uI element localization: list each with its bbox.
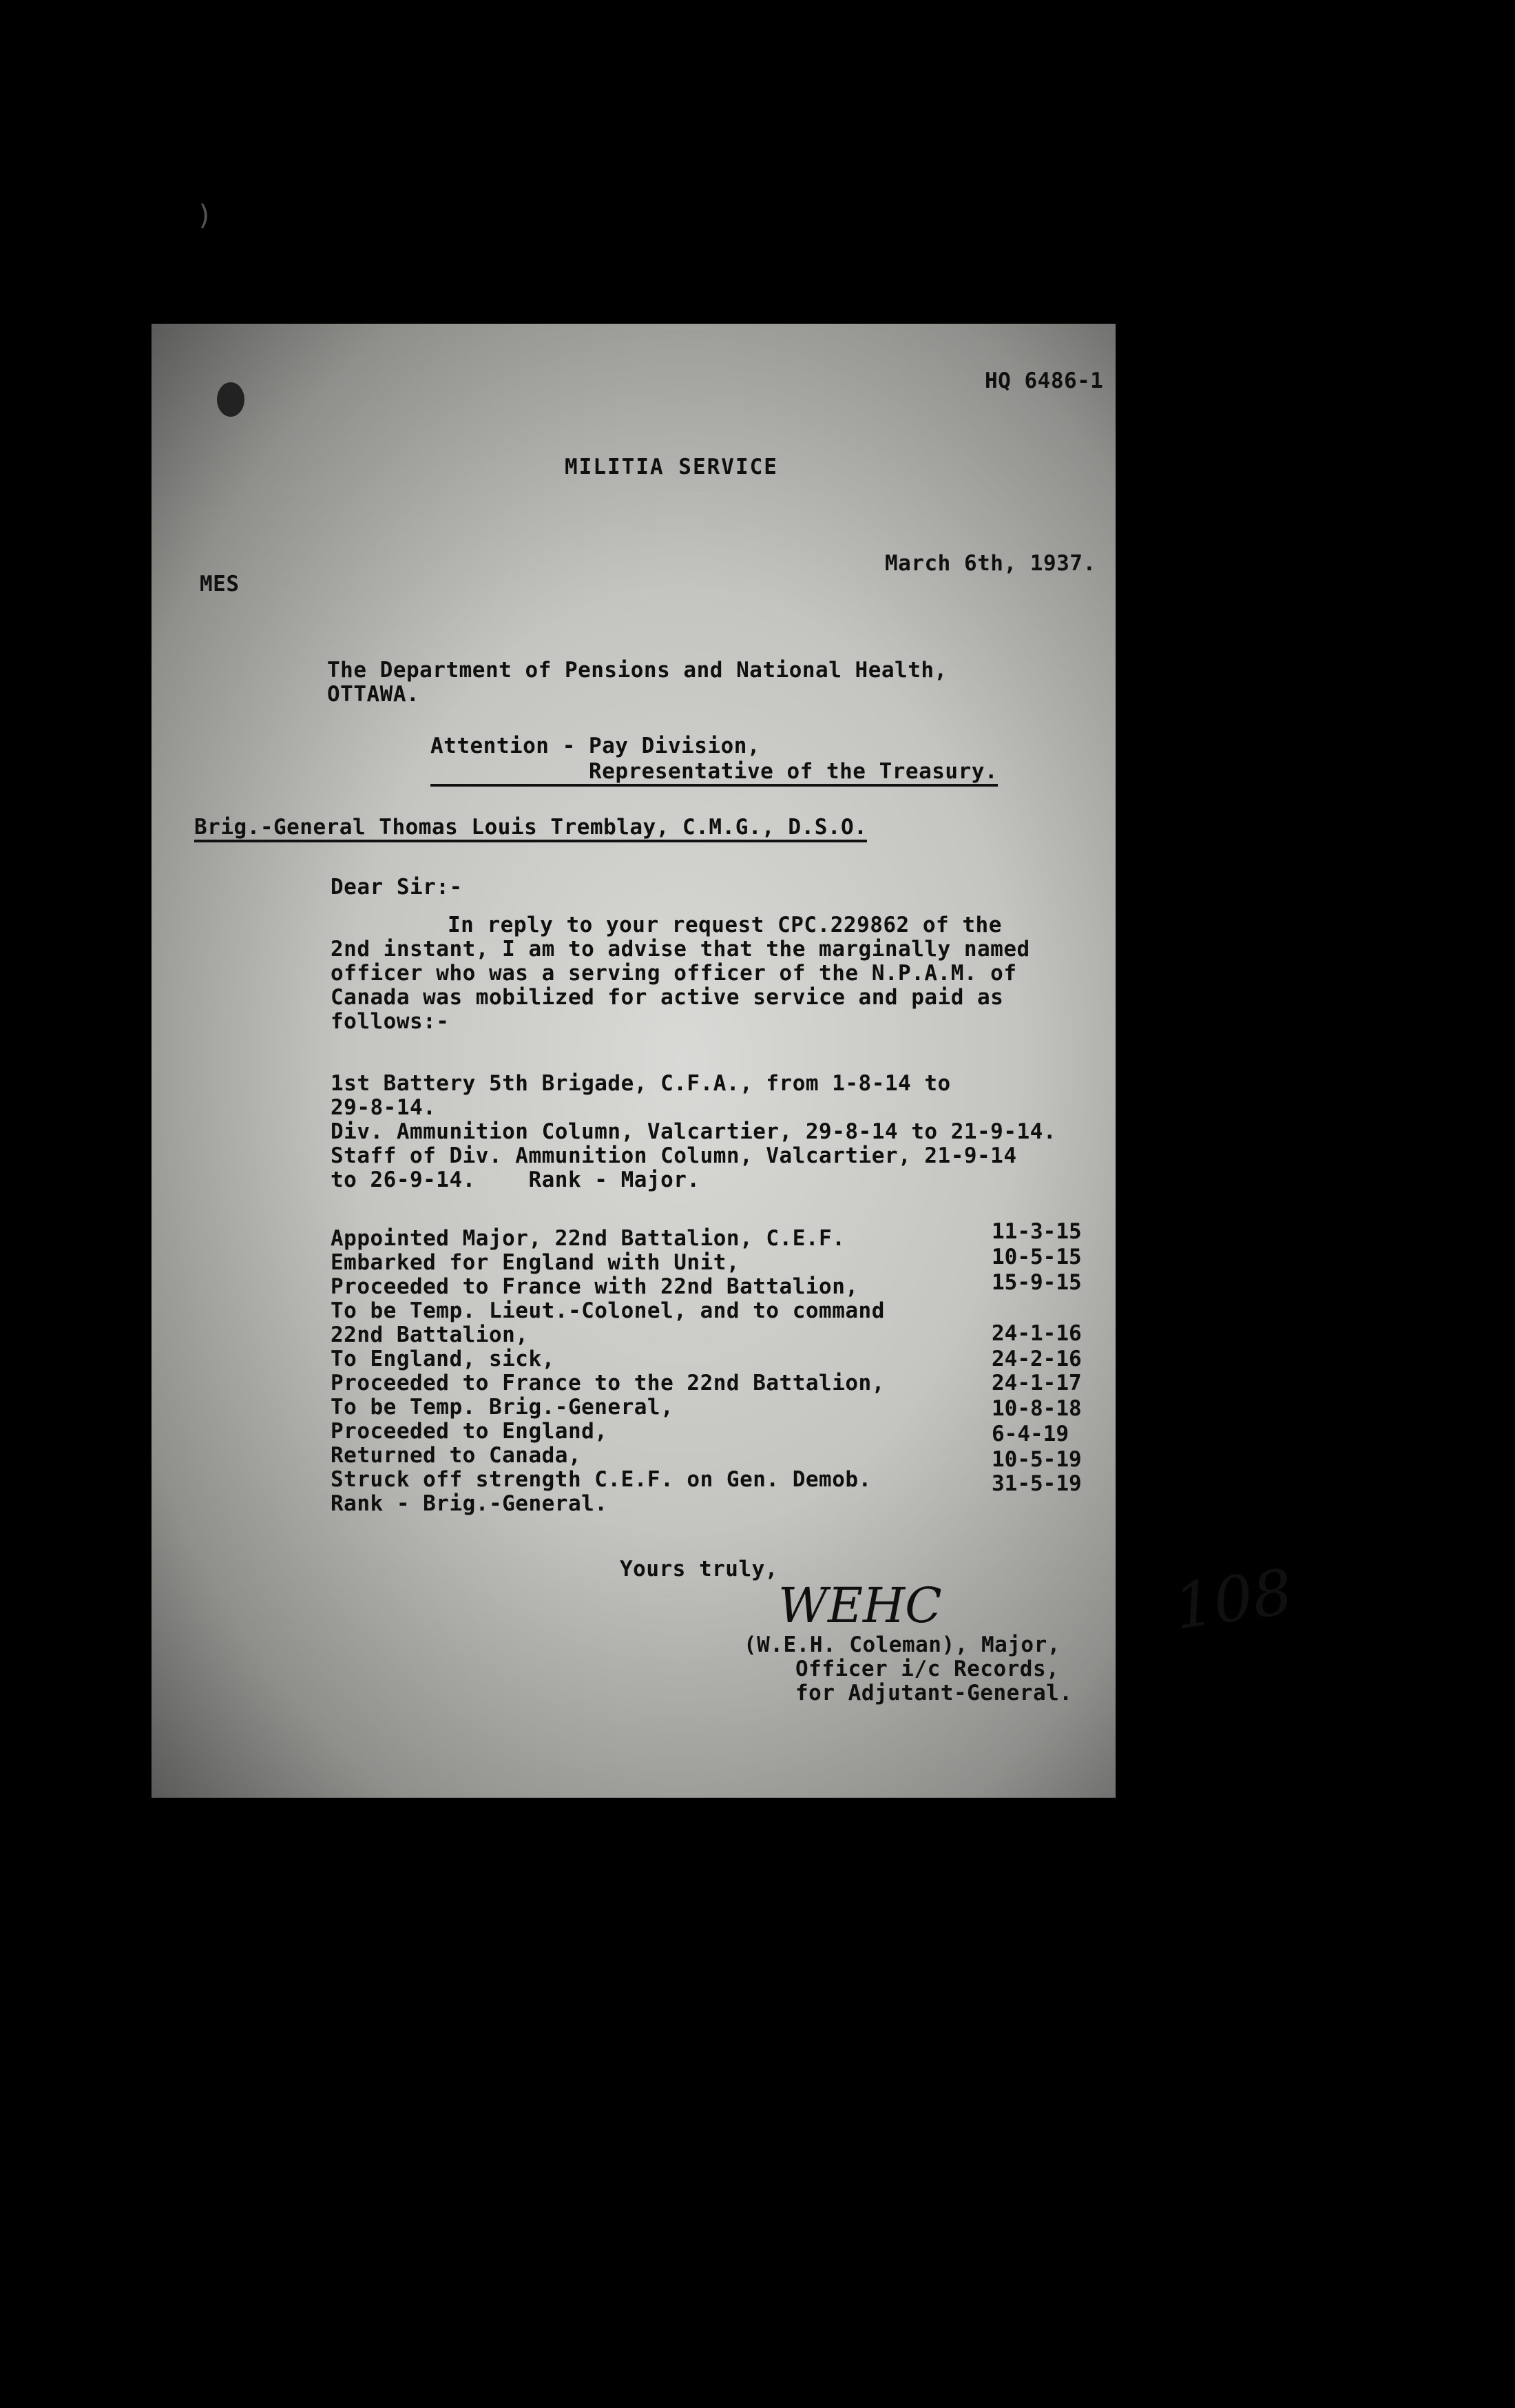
service-line: 29-8-14. — [331, 1095, 437, 1120]
record-event: To be Temp. Lieut.-Colonel, and to command — [331, 1298, 885, 1323]
record-date: 24-2-16 — [992, 1347, 1082, 1371]
closing: Yours truly, — [620, 1557, 778, 1581]
typist-initials: MES — [200, 572, 240, 596]
signature-line: Officer i/c Records, — [795, 1657, 1060, 1681]
addressee-line-2: OTTAWA. — [327, 682, 420, 707]
body-line: officer who was a serving officer of the N.P.A.M. of — [331, 961, 1017, 986]
record-date: 11-3-15 — [992, 1219, 1082, 1244]
signature: WEHC — [778, 1577, 942, 1634]
letter-page — [152, 324, 1297, 1798]
record-event: Appointed Major, 22nd Battalion, C.E.F. — [331, 1226, 846, 1251]
record-event: Proceeded to France with 22nd Battalion, — [331, 1274, 859, 1299]
record-date: 10-8-18 — [992, 1396, 1082, 1421]
record-date: 24-1-17 — [992, 1371, 1082, 1395]
record-date: 10-5-19 — [992, 1447, 1082, 1472]
letter-heading: MILITIA SERVICE — [565, 455, 778, 479]
subject-line: Brig.-General Thomas Louis Tremblay, C.M.G., D.S.O. — [194, 815, 867, 842]
punch-hole — [217, 382, 244, 417]
record-date: 6-4-19 — [992, 1422, 1069, 1446]
record-event: 22nd Battalion, — [331, 1322, 529, 1347]
addressee-line-1: The Department of Pensions and National Health, — [327, 658, 948, 683]
record-date: 10-5-15 — [992, 1245, 1082, 1269]
record-event: Proceeded to England, — [331, 1419, 608, 1444]
record-date: 15-9-15 — [992, 1270, 1082, 1295]
record-date: 24-1-16 — [992, 1321, 1082, 1346]
body-line: In reply to your request CPC.229862 of the — [448, 913, 1002, 937]
signature-line: for Adjutant-General. — [795, 1681, 1073, 1705]
record-event: Proceeded to France to the 22nd Battalion, — [331, 1371, 885, 1395]
service-line: Staff of Div. Ammunition Column, Valcartier, 21-9-14 — [331, 1143, 1017, 1168]
body-line: Canada was mobilized for active service and paid as — [331, 985, 1004, 1010]
margin-mark: ) — [196, 200, 213, 231]
file-number: HQ 6486-1 — [985, 369, 1104, 393]
record-event: Rank - Brig.-General. — [331, 1491, 608, 1516]
record-event: To be Temp. Brig.-General, — [331, 1395, 674, 1420]
body-line: follows:- — [331, 1009, 450, 1034]
record-event: Struck off strength C.E.F. on Gen. Demob. — [331, 1467, 872, 1492]
record-date: 31-5-19 — [992, 1471, 1082, 1496]
record-event: Returned to Canada, — [331, 1443, 582, 1468]
attention-line-1: Attention - Pay Division, — [430, 734, 761, 758]
service-line: to 26-9-14. Rank - Major. — [331, 1167, 700, 1192]
signature-line: (W.E.H. Coleman), Major, — [744, 1632, 1060, 1657]
page-number: 108 — [1169, 1555, 1297, 1644]
body-line: 2nd instant, I am to advise that the marginally named — [331, 937, 1030, 962]
salutation: Dear Sir:- — [331, 875, 463, 900]
date-line: March 6th, 1937. — [885, 551, 1096, 576]
attention-line-2: Representative of the Treasury. — [430, 759, 998, 787]
service-line: 1st Battery 5th Brigade, C.F.A., from 1-8-14 to — [331, 1071, 951, 1096]
service-line: Div. Ammunition Column, Valcartier, 29-8-14 to 21-9-14. — [331, 1119, 1056, 1144]
record-event: Embarked for England with Unit, — [331, 1250, 740, 1275]
record-event: To England, sick, — [331, 1347, 555, 1371]
